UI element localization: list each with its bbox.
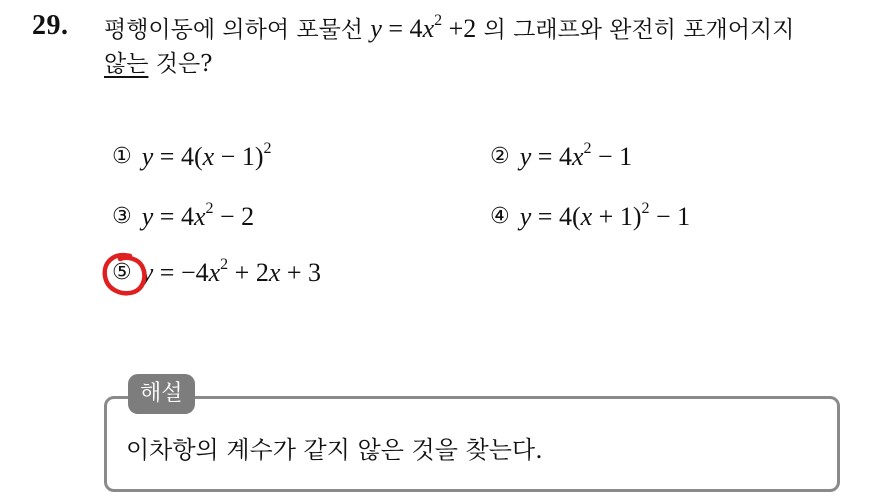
answer-circle-mark	[100, 250, 150, 298]
question-number: 29.	[32, 10, 69, 41]
choice-1[interactable]: ① $y = 4(x - 1)^2$	[112, 140, 272, 171]
choice-2[interactable]: ② $y = 4x^2 - 1$	[490, 140, 633, 171]
choice-2-mark: ②	[490, 144, 510, 169]
question-underlined-word: 않는	[104, 51, 149, 77]
choice-3[interactable]: ③ $y = 4x^2 - 2$	[112, 200, 255, 231]
question-text-after: 의 그래프와 완전히 포개어지지	[476, 17, 795, 43]
explanation-text: 이차항의 계수가 같지 않은 것을 찾는다.	[126, 436, 543, 464]
choice-4[interactable]: ④ $y = 4(x + 1)^2 - 1$	[490, 200, 691, 231]
explanation-tag: 해설	[128, 374, 195, 414]
choice-1-mark: ①	[112, 144, 132, 169]
choice-5[interactable]: ⑤ $y = -4x^2 + 2x + 3$	[112, 256, 322, 287]
choice-4-mark: ④	[490, 204, 510, 229]
question-text	[104, 12, 794, 81]
choice-5-mark: ⑤	[112, 260, 132, 285]
question-text-before: 평행이동에 의하여 포물선	[104, 17, 371, 43]
choice-3-mark: ③	[112, 204, 132, 229]
question-text-end: 것은?	[148, 51, 213, 77]
question-equation: $y = 4x^2 +2$	[370, 12, 477, 43]
